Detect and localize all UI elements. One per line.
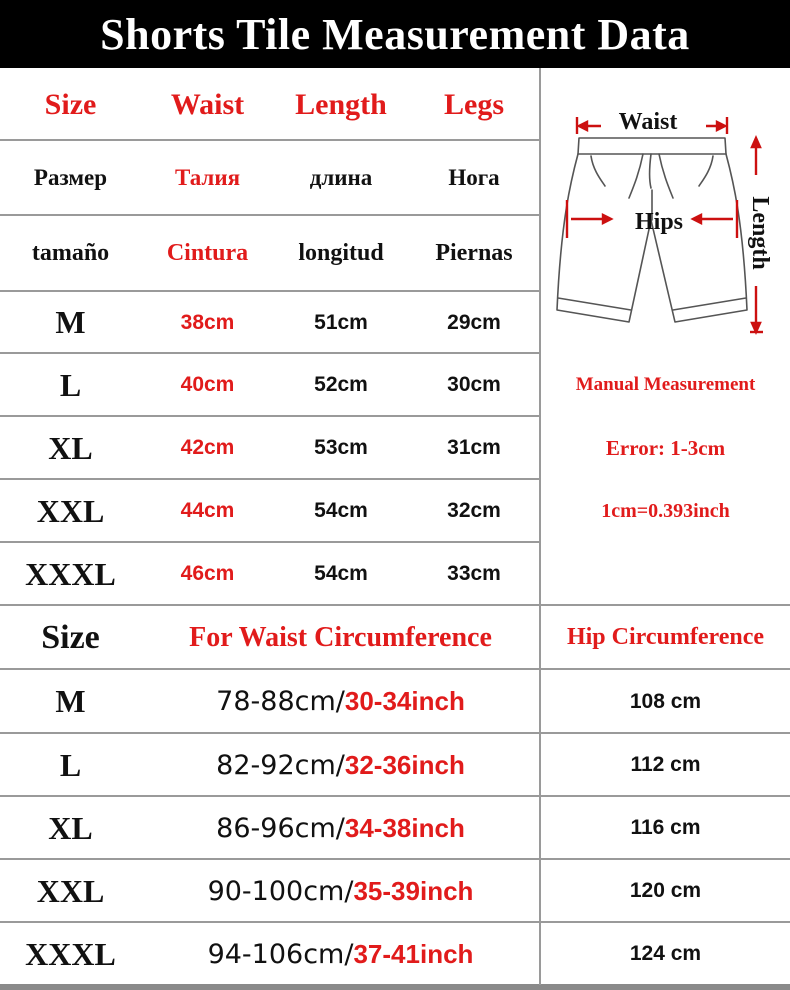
waist-range-cell bbox=[141, 797, 540, 859]
header-size-ru: Размер bbox=[33, 165, 108, 190]
header-size-es: tamaño bbox=[31, 240, 110, 266]
header-legs-ru: Нога bbox=[448, 165, 500, 190]
length-cell: 54cm bbox=[314, 499, 368, 522]
header-length-es: longitud bbox=[298, 240, 384, 266]
length-cell: 54cm bbox=[314, 562, 368, 585]
waist-inch: 37-41inch bbox=[353, 938, 474, 969]
header-waist-circumference: For Waist Circumference bbox=[189, 621, 492, 653]
length-label: Length bbox=[747, 196, 774, 270]
size-cell: M bbox=[55, 304, 86, 340]
size-cell: XXL bbox=[36, 492, 105, 529]
waist-label: Waist bbox=[618, 108, 678, 135]
waist-range-cell bbox=[141, 670, 540, 733]
waist-cm: 82-92cm/ bbox=[216, 749, 345, 781]
header-length-ru: длина bbox=[309, 165, 373, 190]
waist-cm: 78-88cm/ bbox=[216, 686, 345, 717]
size-cell: XXXL bbox=[25, 935, 116, 972]
waist-cell: 46cm bbox=[180, 562, 235, 585]
header-length: Length bbox=[295, 88, 387, 121]
header-size: Size bbox=[41, 618, 100, 656]
hips-label: Hips bbox=[634, 208, 684, 235]
hip-cell: 120 cm bbox=[629, 879, 702, 902]
size-cell: M bbox=[55, 683, 86, 719]
waist-range-cell bbox=[141, 923, 540, 985]
size-cell: XL bbox=[48, 809, 93, 846]
hip-cell: 112 cm bbox=[630, 753, 701, 776]
header-legs-es: Piernas bbox=[435, 240, 513, 266]
length-cell: 53cm bbox=[314, 436, 368, 459]
waist-cm: 90-100cm/ bbox=[207, 875, 354, 907]
size-cell: XXL bbox=[36, 872, 105, 909]
legs-cell: 31cm bbox=[447, 436, 501, 459]
manual-measurement-note: Manual Measurement bbox=[575, 374, 756, 395]
hip-cell: 124 cm bbox=[629, 942, 702, 965]
hip-cell: 108 cm bbox=[629, 689, 702, 713]
legs-cell: 33cm bbox=[447, 562, 501, 585]
header-size: Size bbox=[44, 88, 97, 121]
error-note: Error: 1-3cm bbox=[605, 435, 726, 460]
waist-inch: 35-39inch bbox=[353, 875, 474, 906]
waist-cell: 42cm bbox=[180, 436, 235, 459]
length-cell: 51cm bbox=[314, 310, 368, 334]
waist-cm: 86-96cm/ bbox=[216, 812, 345, 844]
length-cell: 52cm bbox=[314, 373, 368, 396]
header-waist-es: Cintura bbox=[166, 240, 249, 266]
size-cell: L bbox=[59, 746, 82, 783]
header-hip-circumference: Hip Circumference bbox=[566, 624, 765, 650]
conversion-note: 1cm=0.393inch bbox=[601, 499, 730, 522]
waist-cell: 44cm bbox=[180, 499, 235, 522]
waist-range-cell bbox=[141, 860, 540, 922]
waist-inch: 30-34inch bbox=[344, 686, 465, 716]
waist-cm: 94-106cm/ bbox=[207, 938, 354, 970]
hip-cell: 116 cm bbox=[630, 816, 701, 839]
size-cell: XXXL bbox=[25, 555, 116, 592]
waist-range-cell bbox=[141, 734, 540, 796]
waist-cell: 40cm bbox=[180, 373, 235, 396]
legs-cell: 30cm bbox=[447, 373, 501, 396]
header-waist: Waist bbox=[170, 88, 245, 121]
legs-cell: 29cm bbox=[447, 310, 501, 334]
size-cell: L bbox=[59, 366, 82, 403]
waist-inch: 34-38inch bbox=[344, 812, 465, 843]
header-waist-ru: Талия bbox=[174, 165, 241, 190]
waist-cell: 38cm bbox=[180, 310, 235, 334]
waist-inch: 32-36inch bbox=[344, 749, 465, 780]
page-title: Shorts Tile Measurement Data bbox=[0, 0, 790, 68]
header-legs: Legs bbox=[444, 88, 504, 121]
size-cell: XL bbox=[48, 429, 93, 466]
legs-cell: 32cm bbox=[447, 499, 501, 522]
